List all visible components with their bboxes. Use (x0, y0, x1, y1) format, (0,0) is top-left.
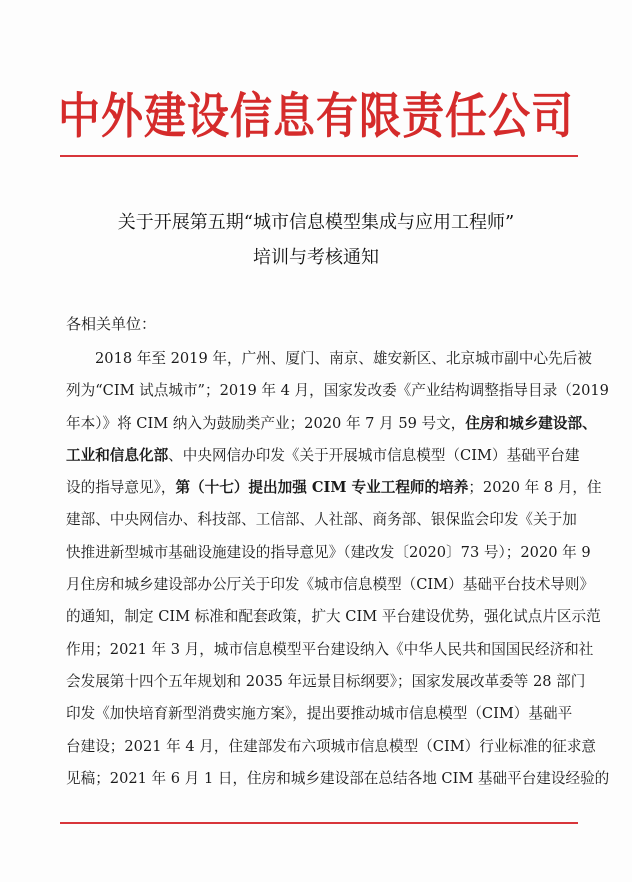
body-text-segment: 快推进新型城市基础设施建设的指导意见》（建改发〔2020〕73 号）；2020 年 9 (66, 543, 591, 561)
body-line (66, 472, 602, 504)
body-text-segment: 列为“CIM 试点城市”；2019 年 4 月，国家发改委《产业结构调整指导目录（2019 (66, 382, 609, 400)
body-text-segment: ；2020 年 8 月，住 (468, 479, 602, 497)
body-line (66, 601, 601, 633)
notice-title-line-1: 关于开展第五期“城市信息模型集成与应用工程师” (117, 212, 515, 233)
body-text-segment: 的通知，制定 CIM 标准和配套政策，扩大 CIM 平台建设优势，强化试点片区示范 (66, 608, 601, 626)
body-line (66, 440, 580, 472)
body-line (66, 537, 591, 569)
body-text-segment: 台建设；2021 年 4 月，住建部发布六项城市信息模型（CIM）行业标准的征求意 (66, 737, 597, 755)
notice-title-line-2: 培训与考核通知 (253, 247, 379, 268)
body-text-segment: 2018 年至 2019 年，广州、厦门、南京、雄安新区、北京城市副中心先后被 (95, 350, 592, 367)
company-letterhead: 中外建设信息有限责任公司 (57, 87, 574, 144)
body-line (66, 731, 597, 763)
body-text-segment: 、中央网信办印发《关于开展城市信息模型（CIM）基础平台建 (168, 446, 580, 464)
body-text (66, 343, 610, 795)
body-text-segment: 印发《加快培育新型消费实施方案》，提出要推动城市信息模型（CIM）基础平 (66, 705, 573, 723)
body-text-segment: 会发展第十四个五年规划和 2035 年远景目标纲要》；国家发展改革委等 28 部门 (66, 672, 586, 690)
body-text-segment: 作用；2021 年 3 月，城市信息模型平台建设纳入《中华人民共和国国民经济和社 (66, 640, 594, 658)
body-text-segment: 年本）》将 CIM 纳入为鼓励类产业；2020 年 7 月 59 号文， (66, 414, 466, 432)
body-line (66, 698, 572, 730)
body-text-segment: 建部、中央网信办、科技部、工信部、人社部、商务部、银保监会印发《关于加 (66, 511, 577, 529)
emphasized-text: 住房和城乡建设部、 (465, 414, 597, 432)
body-text-segment: 设的指导意见》， (66, 479, 176, 497)
body-line (66, 504, 577, 536)
emphasized-text: 第（十七）提出加强 CIM 专业工程师的培养 (175, 479, 469, 497)
body-line (66, 569, 595, 601)
emphasized-text: 工业和信息化部 (66, 446, 169, 464)
body-line (66, 666, 586, 698)
body-line (66, 634, 594, 666)
body-line (66, 375, 609, 407)
body-text-segment: 见稿；2021 年 6 月 1 日，住房和城乡建设部在总结各地 CIM 基础平台建设经验的 (66, 769, 610, 787)
salutation: 各相关单位： (66, 315, 157, 333)
body-line (66, 343, 592, 375)
header-red-rule (60, 155, 578, 157)
body-line (66, 408, 597, 440)
body-line (66, 763, 610, 795)
body-text-segment: 月住房和城乡建设部办公厅关于印发《城市信息模型（CIM）基础平台技术导则》 (66, 576, 595, 594)
footer-red-rule (60, 822, 578, 824)
